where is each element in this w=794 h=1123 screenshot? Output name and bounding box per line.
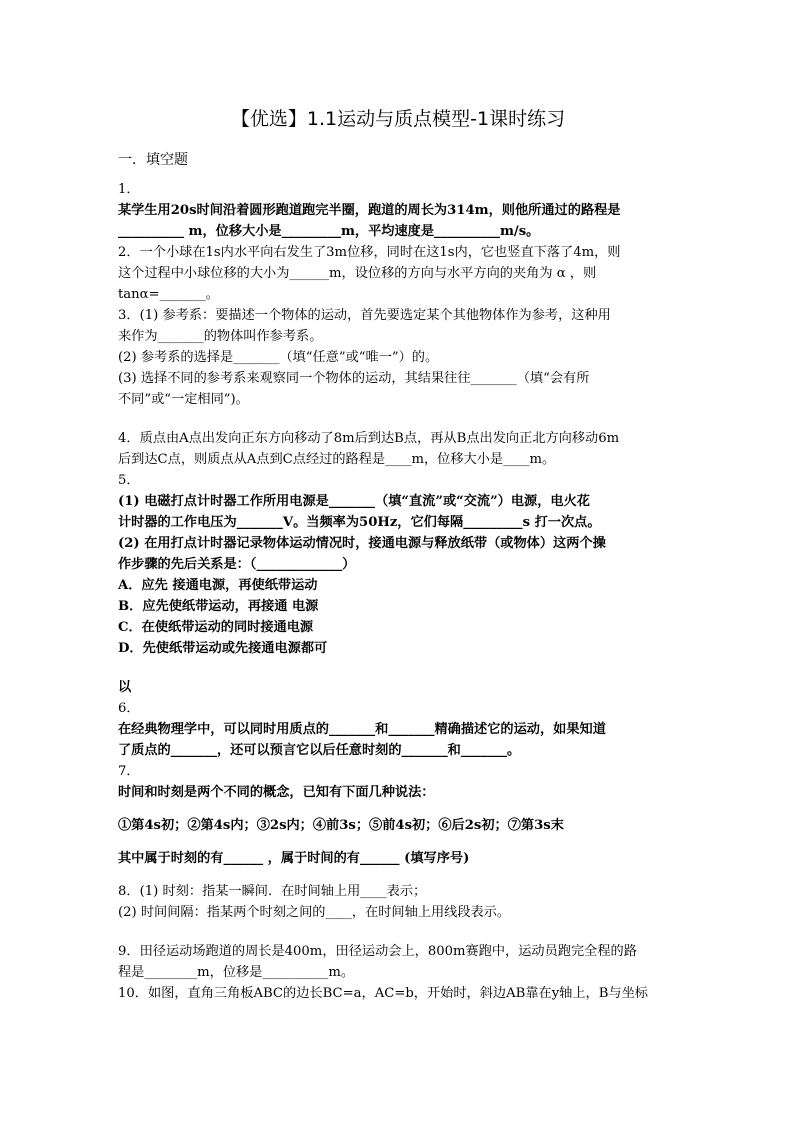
question-5-text: 作步骤的先后关系是：（_____________） <box>118 557 356 572</box>
question-3-text: 3．(1) 参考系：要描述一个物体的运动，首先要选定某个其他物体作为参考，这种用 <box>118 308 611 323</box>
question-8-text: (2) 时间间隔：指某两个时刻之间的____，在时间轴上用线段表示。 <box>118 905 511 920</box>
option-a: A．应先 接通电源，再使纸带运动 <box>118 578 318 593</box>
question-4-text: 后到达C点，则质点从A点到C点经过的路程是____m，位移大小是____m。 <box>118 452 556 467</box>
option-d: D．先使纸带运动或先接通电源都可 <box>118 641 328 656</box>
question-9-text: 9．田径运动场跑道的周长是400m，田径运动会上，800m赛跑中，运动员跑完全程的路 <box>118 944 637 959</box>
question-8-text: 8．(1) 时刻：指某一瞬间．在时间轴上用____表示； <box>118 884 427 899</box>
question-7-options: ①第4s初；②第4s内；③2s内；④前3s；⑤前4s初；⑥后2s初；⑦第3s末 <box>118 818 564 833</box>
question-2-text: tanα=_______。 <box>118 287 219 302</box>
question-2-text: 2．一个小球在1s内水平向右发生了3m位移，同时在这1s内，它也竖直下落了4m，则 <box>118 245 621 260</box>
option-c: C．在使纸带运动的同时接通电源 <box>118 620 314 635</box>
question-1-text: __________ m，位移大小是_________m，平均速度是__________m/s。 <box>118 224 540 239</box>
question-10-text: 10．如图，直角三角板ABC的边长BC=a，AC=b，开始时，斜边AB靠在y轴上，B与坐标 <box>118 986 648 1001</box>
question-3-text: (3) 选择不同的参考系来观察同一个物体的运动，其结果往往_______（填“会有所 <box>118 371 590 386</box>
question-1-number: 1． <box>118 182 140 197</box>
question-5-continuation: 以 <box>118 680 132 695</box>
question-5-number: 5． <box>118 473 140 488</box>
question-7-number: 7． <box>118 764 140 779</box>
question-2-text: 这个过程中小球位移的大小为______m，设位移的方向与水平方向的夹角为 α ，则 <box>118 266 597 281</box>
question-3-text: (2) 参考系的选择是_______（填“任意”或“唯一”）的。 <box>118 350 439 365</box>
question-7-prompt: 其中属于时刻的有______ ，属于时间的有______ (填写序号) <box>118 851 470 866</box>
question-4-text: 4．质点由A点出发向正东方向移动了8m后到达B点，再从B点出发向正北方向移动6m <box>118 431 620 446</box>
question-1-text: 某学生用20s时间沿着圆形跑道跑完半圈，跑道的周长为314m，则他所通过的路程是 <box>118 203 621 218</box>
question-6-text: 了质点的_______，还可以预言它以后任意时刻的_______和_______。 <box>118 743 521 758</box>
option-b: B．应先使纸带运动，再接通 电源 <box>118 599 319 614</box>
question-9-text: 程是________m，位移是__________m。 <box>118 965 355 980</box>
section-heading: 一．填空题 <box>118 152 188 168</box>
question-5-text: 计时器的工作电压为_______V。当频率为50Hz，它们每隔_________s 打一次点。 <box>118 515 601 530</box>
question-6-text: 在经典物理学中，可以同时用质点的_______和_______精确描述它的运动，如果知道 <box>118 722 606 737</box>
question-5-text: (1) 电磁打点计时器工作所用电源是_______（填“直流”或“交流”）电源，电火花 <box>118 494 590 509</box>
question-5-text: (2) 在用打点计时器记录物体运动情况时，接通电源与释放纸带（或物体）这两个操 <box>118 536 606 551</box>
question-3-text: 来作为_______的物体叫作参考系。 <box>118 329 323 344</box>
question-6-number: 6． <box>118 701 140 716</box>
document-body <box>118 179 678 1004</box>
page-title: 【优选】1.1运动与质点模型-1课时练习 <box>230 108 566 130</box>
question-3-text: 不同”或“一定相同”)。 <box>118 392 249 407</box>
question-7-text: 时间和时刻是两个不同的概念，已知有下面几种说法： <box>118 785 435 800</box>
